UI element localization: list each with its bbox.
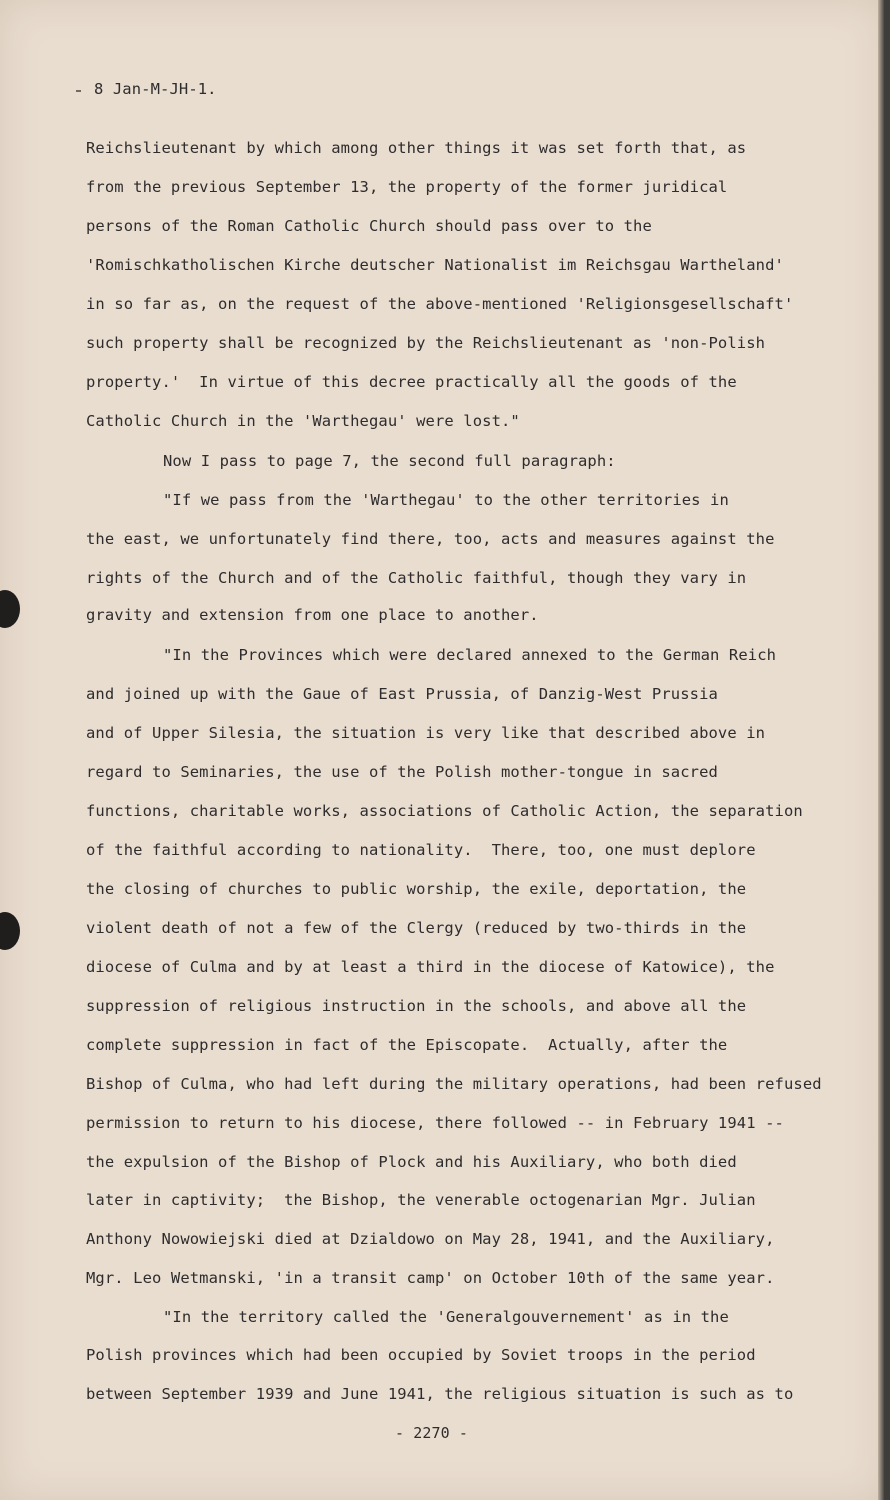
text-line: suppression of religious instruction in the schools, and above all the (86, 997, 747, 1015)
text-line: Polish provinces which had been occupied by Soviet troops in the period (86, 1346, 756, 1364)
page-number: - 2270 - (395, 1424, 469, 1442)
text-line: Anthony Nowowiejski died at Dzialdowo on May 28, 1941, and the Auxiliary, (86, 1230, 775, 1248)
text-line: the expulsion of the Bishop of Plock and his Auxiliary, who both died (86, 1153, 737, 1171)
punch-hole-upper (0, 590, 20, 628)
margin-mark (76, 90, 81, 92)
text-line: of the faithful according to nationality. There, too, one must deplore (86, 841, 756, 859)
text-line: Mgr. Leo Wetmanski, 'in a transit camp' on October 10th of the same year. (86, 1269, 775, 1287)
text-line: "In the territory called the 'Generalgouvernement' as in the (163, 1308, 729, 1326)
text-line: "If we pass from the 'Warthegau' to the other territories in (163, 491, 729, 509)
text-line: and joined up with the Gaue of East Prussia, of Danzig-West Prussia (86, 685, 718, 703)
text-line: permission to return to his diocese, there followed -- in February 1941 -- (86, 1114, 784, 1132)
text-line: later in captivity; the Bishop, the venerable octogenarian Mgr. Julian (86, 1191, 756, 1209)
text-line: persons of the Roman Catholic Church should pass over to the (86, 217, 652, 235)
text-line: complete suppression in fact of the Episcopate. Actually, after the (86, 1036, 728, 1054)
text-line: functions, charitable works, associations of Catholic Action, the separation (86, 802, 803, 820)
text-line: from the previous September 13, the property of the former juridical (86, 178, 728, 196)
text-line: gravity and extension from one place to another. (86, 606, 539, 624)
text-line: Bishop of Culma, who had left during the military operations, had been refused (86, 1075, 822, 1093)
text-line: Catholic Church in the 'Warthegau' were lost." (86, 412, 520, 430)
text-line: 'Romischkatholischen Kirche deutscher Nationalist im Reichsgau Wartheland' (86, 256, 784, 274)
text-line: regard to Seminaries, the use of the Polish mother-tongue in sacred (86, 763, 718, 781)
text-line: in so far as, on the request of the above-mentioned 'Religionsgesellschaft' (86, 295, 794, 313)
text-line: diocese of Culma and by at least a third in the diocese of Katowice), the (86, 958, 775, 976)
page-edge (878, 0, 884, 1500)
text-line: rights of the Church and of the Catholic faithful, though they vary in (86, 569, 747, 587)
text-line: Now I pass to page 7, the second full paragraph: (163, 452, 616, 470)
text-line: such property shall be recognized by the Reichslieutenant as 'non-Polish (86, 334, 766, 352)
text-line: property.' In virtue of this decree practically all the goods of the (86, 373, 737, 391)
text-line: "In the Provinces which were declared annexed to the German Reich (163, 646, 777, 664)
text-line: Reichslieutenant by which among other things it was set forth that, as (86, 139, 747, 157)
text-line: the east, we unfortunately find there, too, acts and measures against the (86, 530, 775, 548)
text-line: between September 1939 and June 1941, the religious situation is such as to (86, 1385, 794, 1403)
document-header: 8 Jan-M-JH-1. (94, 80, 217, 98)
text-line: the closing of churches to public worship, the exile, deportation, the (86, 880, 747, 898)
text-line: violent death of not a few of the Clergy (reduced by two-thirds in the (86, 919, 747, 937)
punch-hole-lower (0, 912, 20, 950)
text-line: and of Upper Silesia, the situation is very like that described above in (86, 724, 766, 742)
